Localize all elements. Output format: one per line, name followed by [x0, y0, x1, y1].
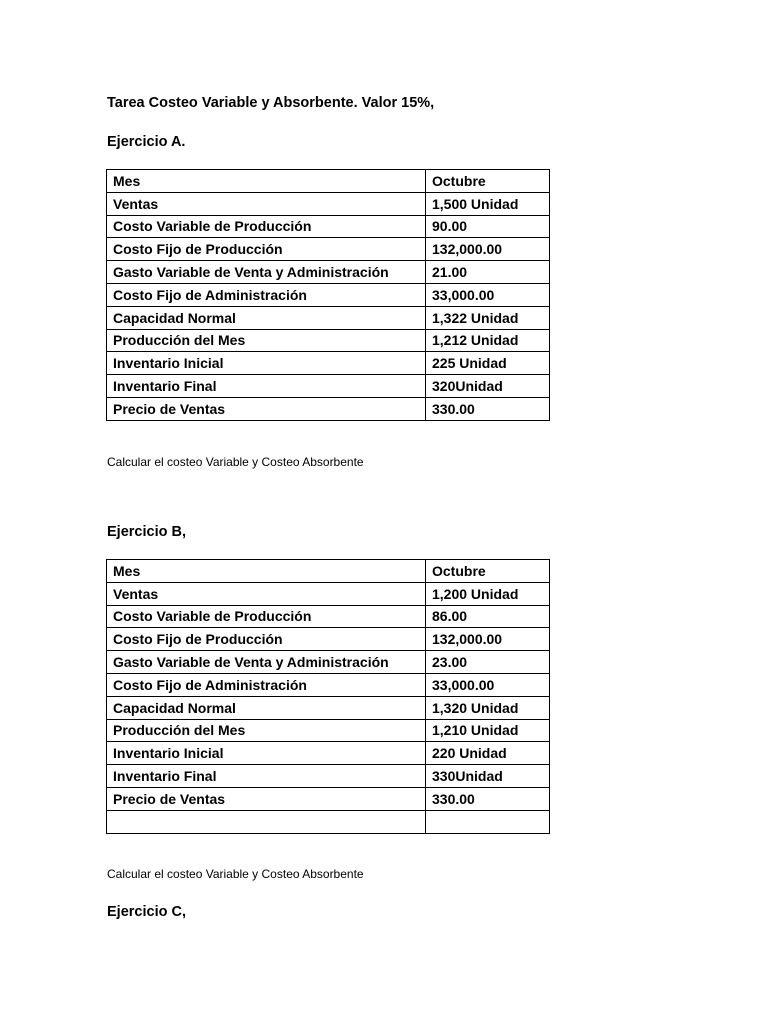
row-value: 225 Unidad [426, 352, 550, 375]
table-row [107, 742, 550, 765]
table-row [107, 352, 550, 375]
table-row [107, 306, 550, 329]
row-value: 1,212 Unidad [426, 329, 550, 352]
row-label: Precio de Ventas [107, 787, 426, 810]
table-row-empty [107, 810, 550, 833]
row-value: 320Unidad [426, 375, 550, 398]
table-row [107, 192, 550, 215]
table-row [107, 261, 550, 284]
row-label: Costo Fijo de Administración [107, 673, 426, 696]
table-row [107, 628, 550, 651]
row-value: 132,000.00 [426, 238, 550, 261]
row-label: Inventario Final [107, 375, 426, 398]
table-row [107, 765, 550, 788]
row-label: Precio de Ventas [107, 397, 426, 420]
row-label: Costo Fijo de Producción [107, 628, 426, 651]
table-row [107, 696, 550, 719]
row-value: Octubre [426, 170, 550, 193]
document-title: Tarea Costeo Variable y Absorbente. Valor 15%, [107, 95, 435, 111]
row-label: Mes [107, 170, 426, 193]
row-label: Capacidad Normal [107, 696, 426, 719]
table-row [107, 238, 550, 261]
row-label: Costo Variable de Producción [107, 605, 426, 628]
row-value: 1,320 Unidad [426, 696, 550, 719]
table-row [107, 170, 550, 193]
row-value: 33,000.00 [426, 673, 550, 696]
row-label: Ventas [107, 582, 426, 605]
table-row [107, 673, 550, 696]
row-label: Producción del Mes [107, 329, 426, 352]
row-value: 21.00 [426, 261, 550, 284]
row-label: Ventas [107, 192, 426, 215]
exercise-a-heading: Ejercicio A. [107, 134, 186, 150]
row-value: 330.00 [426, 787, 550, 810]
row-value: 1,210 Unidad [426, 719, 550, 742]
row-label: Inventario Inicial [107, 352, 426, 375]
row-label: Inventario Final [107, 765, 426, 788]
row-label: Capacidad Normal [107, 306, 426, 329]
table-row [107, 215, 550, 238]
row-label: Gasto Variable de Venta y Administración [107, 651, 426, 674]
row-value: 220 Unidad [426, 742, 550, 765]
table-row [107, 560, 550, 583]
table-row [107, 651, 550, 674]
row-label: Costo Fijo de Administración [107, 283, 426, 306]
table-row [107, 719, 550, 742]
row-label: Mes [107, 560, 426, 583]
row-value [426, 810, 550, 833]
row-label: Inventario Inicial [107, 742, 426, 765]
table-row [107, 582, 550, 605]
row-value: 33,000.00 [426, 283, 550, 306]
exercise-b-heading: Ejercicio B, [107, 524, 186, 540]
row-value: 330Unidad [426, 765, 550, 788]
row-value: 330.00 [426, 397, 550, 420]
row-label: Gasto Variable de Venta y Administración [107, 261, 426, 284]
table-row [107, 397, 550, 420]
row-label: Costo Variable de Producción [107, 215, 426, 238]
table-row [107, 375, 550, 398]
row-value: 1,500 Unidad [426, 192, 550, 215]
row-label: Producción del Mes [107, 719, 426, 742]
row-value: 1,200 Unidad [426, 582, 550, 605]
table-row [107, 605, 550, 628]
row-value: 1,322 Unidad [426, 306, 550, 329]
exercise-a-note: Calcular el costeo Variable y Costeo Absorbente [107, 455, 364, 469]
table-row [107, 329, 550, 352]
exercise-b-table [106, 559, 550, 834]
row-label [107, 810, 426, 833]
row-value: 90.00 [426, 215, 550, 238]
row-label: Costo Fijo de Producción [107, 238, 426, 261]
table-row [107, 787, 550, 810]
row-value: 86.00 [426, 605, 550, 628]
row-value: 23.00 [426, 651, 550, 674]
exercise-a-table [106, 169, 550, 421]
table-row [107, 283, 550, 306]
row-value: Octubre [426, 560, 550, 583]
row-value: 132,000.00 [426, 628, 550, 651]
exercise-b-note: Calcular el costeo Variable y Costeo Absorbente [107, 867, 364, 881]
exercise-c-heading: Ejercicio C, [107, 904, 186, 920]
